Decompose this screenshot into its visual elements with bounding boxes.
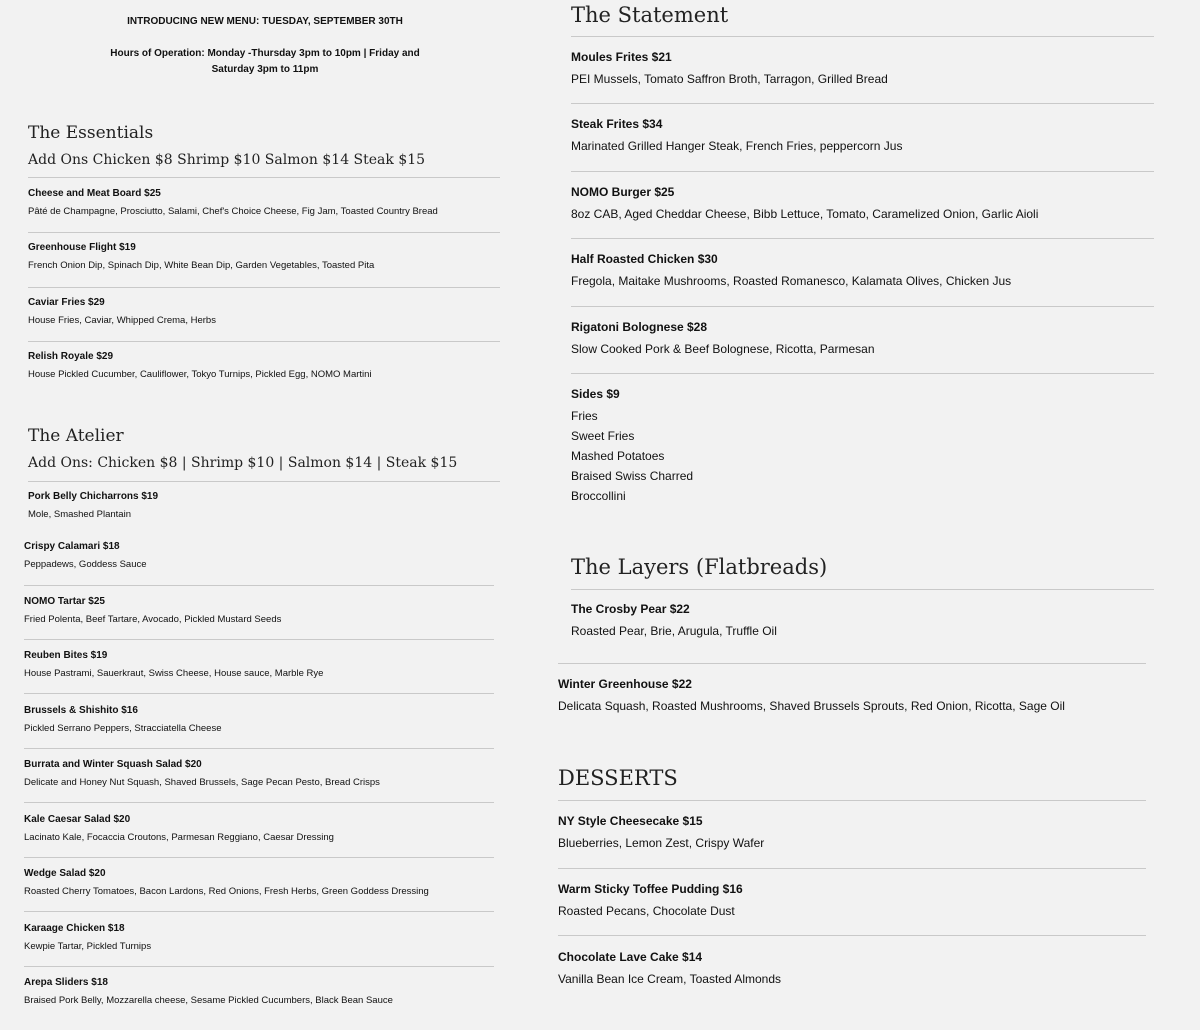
item-desc: Mole, Smashed Plantain	[28, 509, 131, 520]
item-desc: PEI Mussels, Tomato Saffron Broth, Tarragon, Grilled Bread	[571, 72, 888, 86]
right-panel	[530, 0, 1200, 1030]
item-name: Relish Royale $29	[28, 351, 114, 362]
item-name: Warm Sticky Toffee Pudding $16	[558, 882, 743, 896]
divider	[24, 639, 494, 640]
item-desc: Roasted Cherry Tomatoes, Bacon Lardons, Red Onions, Fresh Herbs, Green Goddess Dressing	[24, 886, 429, 897]
item-desc: 8oz CAB, Aged Cheddar Cheese, Bibb Lettuce, Tomato, Caramelized Onion, Garlic Aioli	[571, 207, 1039, 221]
item-name: Wedge Salad $20	[24, 868, 106, 879]
item-desc: Roasted Pear, Brie, Arugula, Truffle Oil	[571, 624, 777, 638]
menu-item	[24, 758, 380, 790]
menu-item	[571, 49, 888, 87]
item-name: Caviar Fries $29	[28, 297, 105, 308]
item-desc: Blueberries, Lemon Zest, Crispy Wafer	[558, 836, 765, 850]
menu-item	[24, 540, 147, 572]
divider	[24, 857, 494, 858]
item-name: Moules Frites $21	[571, 50, 672, 64]
menu-item	[24, 867, 429, 899]
divider	[571, 238, 1154, 239]
side-item: Fries	[571, 409, 598, 423]
side-item: Braised Swiss Charred	[571, 469, 694, 483]
essentials-addons: Add Ons Chicken $8 Shrimp $10 Salmon $14 Steak $15	[28, 152, 426, 168]
item-desc: Fried Polenta, Beef Tartare, Avocado, Pickled Mustard Seeds	[24, 614, 282, 625]
item-name: Pork Belly Chicharrons $19	[28, 491, 159, 502]
divider	[558, 935, 1146, 936]
section-title-atelier: The Atelier	[28, 426, 124, 446]
item-name: Karaage Chicken $18	[24, 923, 125, 934]
menu-item	[24, 704, 222, 736]
item-desc: Slow Cooked Pork & Beef Bolognese, Ricotta, Parmesan	[571, 342, 875, 356]
menu-item	[571, 319, 875, 357]
menu-item	[28, 490, 158, 522]
item-name: Brussels & Shishito $16	[24, 705, 138, 716]
item-desc: Peppadews, Goddess Sauce	[24, 559, 147, 570]
item-desc: Pickled Serrano Peppers, Stracciatella Cheese	[24, 723, 222, 734]
menu-item	[24, 976, 393, 1008]
menu-item	[571, 116, 902, 154]
side-item: Sweet Fries	[571, 429, 635, 443]
divider	[571, 103, 1154, 104]
divider	[571, 306, 1154, 307]
divider	[571, 589, 1154, 590]
menu-item	[28, 350, 372, 382]
item-desc: Braised Pork Belly, Mozzarella cheese, Sesame Pickled Cucumbers, Black Bean Sauce	[24, 995, 393, 1006]
item-desc: Pâté de Champagne, Prosciutto, Salami, Chef's Choice Cheese, Fig Jam, Toasted Country Bread	[28, 206, 438, 217]
menu-item	[28, 296, 216, 328]
menu-item	[571, 251, 1011, 289]
divider	[24, 693, 494, 694]
item-name: NOMO Tartar $25	[24, 596, 105, 607]
section-title-desserts: DESSERTS	[558, 766, 678, 790]
divider	[28, 177, 500, 178]
menu-item	[28, 241, 374, 273]
menu-item	[558, 881, 743, 919]
item-desc: Delicate and Honey Nut Squash, Shaved Brussels, Sage Pecan Pesto, Bread Crisps	[24, 777, 380, 788]
item-name: Crispy Calamari $18	[24, 541, 120, 552]
item-name: Arepa Sliders $18	[24, 977, 108, 988]
item-name: Half Roasted Chicken $30	[571, 252, 718, 266]
atelier-addons: Add Ons: Chicken $8 | Shrimp $10 | Salmon $14 | Steak $15	[28, 455, 458, 471]
sides-group	[571, 386, 693, 506]
section-title-essentials: The Essentials	[28, 123, 154, 143]
divider	[28, 341, 500, 342]
item-name: Burrata and Winter Squash Salad $20	[24, 759, 202, 770]
section-title-statement: The Statement	[571, 3, 729, 27]
menu-intro: INTRODUCING NEW MENU: TUESDAY, SEPTEMBER 30TH	[127, 16, 403, 27]
item-name: Reuben Bites $19	[24, 650, 108, 661]
item-name: Kale Caesar Salad $20	[24, 814, 131, 825]
menu-item	[24, 813, 334, 845]
item-desc: Delicata Squash, Roasted Mushrooms, Shaved Brussels Sprouts, Red Onion, Ricotta, Sage Oil	[558, 699, 1065, 713]
item-desc: House Pickled Cucumber, Cauliflower, Tokyo Turnips, Pickled Egg, NOMO Martini	[28, 369, 372, 380]
side-item: Mashed Potatoes	[571, 449, 665, 463]
item-name: Rigatoni Bolognese $28	[571, 320, 708, 334]
item-desc: House Pastrami, Sauerkraut, Swiss Cheese, House sauce, Marble Rye	[24, 668, 324, 679]
item-desc: Roasted Pecans, Chocolate Dust	[558, 904, 735, 918]
item-desc: Lacinato Kale, Focaccia Croutons, Parmesan Reggiano, Caesar Dressing	[24, 832, 334, 843]
divider	[24, 911, 494, 912]
divider	[571, 171, 1154, 172]
menu-item	[558, 813, 764, 851]
sides-title: Sides $9	[571, 387, 620, 401]
divider	[28, 481, 500, 482]
menu-item	[558, 949, 781, 987]
divider	[24, 966, 494, 967]
menu-item	[571, 184, 1038, 222]
item-name: Cheese and Meat Board $25	[28, 188, 161, 199]
item-desc: French Onion Dip, Spinach Dip, White Bean Dip, Garden Vegetables, Toasted Pita	[28, 260, 375, 271]
item-desc: Fregola, Maitake Mushrooms, Roasted Romanesco, Kalamata Olives, Chicken Jus	[571, 274, 1012, 288]
divider	[558, 800, 1146, 801]
divider	[24, 748, 494, 749]
section-title-layers: The Layers (Flatbreads)	[571, 555, 828, 579]
menu-item	[24, 649, 323, 681]
divider	[28, 287, 500, 288]
item-desc: Marinated Grilled Hanger Steak, French Fries, peppercorn Jus	[571, 139, 903, 153]
item-name: Steak Frites $34	[571, 117, 663, 131]
divider	[558, 868, 1146, 869]
item-name: Chocolate Lave Cake $14	[558, 950, 703, 964]
divider	[558, 663, 1146, 664]
side-item: Broccollini	[571, 489, 626, 503]
item-name: Greenhouse Flight $19	[28, 242, 136, 253]
item-name: The Crosby Pear $22	[571, 602, 690, 616]
top-left-panel	[0, 0, 530, 530]
menu-item	[24, 595, 281, 627]
menu-item	[24, 922, 151, 954]
item-name: NOMO Burger $25	[571, 185, 675, 199]
menu-item	[558, 676, 1065, 714]
divider	[24, 585, 494, 586]
menu-item	[28, 187, 438, 219]
hours-of-operation: Hours of Operation: Monday -Thursday 3pm to 10pm | Friday and Saturday 3pm to 11pm	[110, 48, 420, 75]
menu-item	[571, 601, 777, 639]
item-name: Winter Greenhouse $22	[558, 677, 692, 691]
divider	[571, 36, 1154, 37]
divider	[24, 802, 494, 803]
item-desc: House Fries, Caviar, Whipped Crema, Herbs	[28, 315, 216, 326]
item-name: NY Style Cheesecake $15	[558, 814, 703, 828]
item-desc: Vanilla Bean Ice Cream, Toasted Almonds	[558, 972, 782, 986]
bottom-left-panel	[0, 530, 530, 1030]
divider	[571, 373, 1154, 374]
divider	[28, 232, 500, 233]
item-desc: Kewpie Tartar, Pickled Turnips	[24, 941, 152, 952]
